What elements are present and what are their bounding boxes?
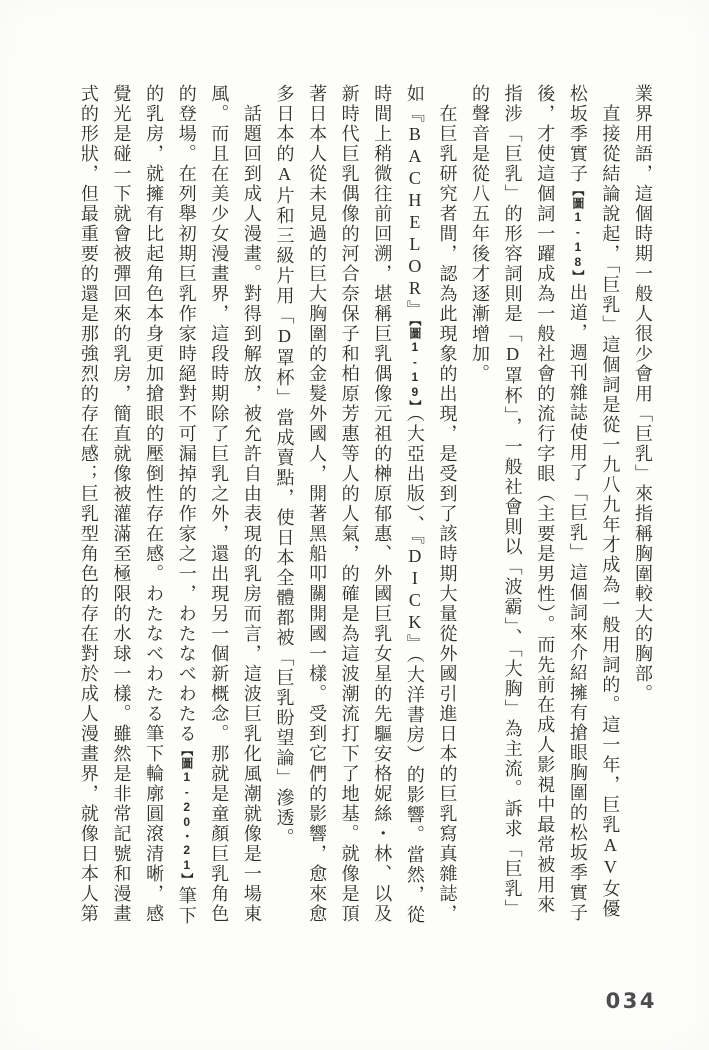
page-text-vertical bbox=[72, 84, 659, 932]
paragraph: 話題回到成人漫畫。對得到解放，被允許自由表現的乳房而言，這波巨乳化風潮就像是一場東風。而且在美少女漫畫界，這段時期除了巨乳之外，還出現另一個新概念。那就是童顏巨乳角色的登場。在列舉初期巨乳作家時絕對不可漏掉的作家之一，わたなべわたる【圖1-20・21】筆下的乳房，就擁有比起角色本身更加搶眼的壓倒性存在感。わたなべわたる筆下輪廓圓滾清晰，感覺光是碰一下就會被彈回來的乳房，簡直就像被灌滿至極限的水球一樣。雖然是非常記號和漫畫式的形狀，但最重要的還是那強烈的存在感；巨乳型角色的存在對於成人漫畫界，就像日本人第 bbox=[78, 84, 262, 926]
latin-text: BACHELOR bbox=[404, 124, 425, 300]
latin-text: D bbox=[502, 344, 523, 366]
latin-text: AV bbox=[600, 835, 621, 879]
figure-reference: 【圖1-18】 bbox=[570, 184, 585, 283]
figure-reference: 【圖1-20・21】 bbox=[179, 744, 194, 886]
paragraph: 直接從結論說起，「巨乳」這個詞是從一九八九年才成為一般用詞的。這一年，巨乳AV女優松坂季實子【圖1-18】出道，週刊雜誌使用了「巨乳」這個詞來介紹擁有搶眼胸圍的松坂季實子後，才使這個詞一躍成為一般社會的流行字眼（主要是男性）。而先前在成人影視中最常被用來指涉「巨乳」的形容詞則是「D罩杯」，一般社會則以「波霸」、「大胸」為主流。訴求「巨乳」的聲音是從八五年後才逐漸增加。 bbox=[470, 84, 621, 923]
latin-text: D bbox=[274, 326, 295, 348]
latin-text: 1-20 bbox=[179, 770, 194, 830]
figure-reference: 【圖1-19】 bbox=[407, 320, 422, 413]
latin-text: 21 bbox=[179, 843, 194, 873]
paragraph: 在巨乳研究者間，認為此現象的出現，是受到了該時期大量從外國引進日本的巨乳寫真雜誌，如『BACHELOR』【圖1-19】（大亞出版）、『DICK』（大洋書房）的影響。當然，從時間上稍微往前回溯，堪稱巨乳偶像元祖的榊原郁惠、外國巨乳女星的先驅安格妮絲・林、以及新時代巨乳偶像的河合奈保子和柏原芳惠等人的人氣，的確是為這波潮流打下了地基。就像是頂著日本人從未見過的巨大胸圍的金髮外國人，開著黑船叩關開國一樣。受到它們的影響，愈來愈多日本的A片和三級片用「D罩杯」當成賣點，使日本全體都被「巨乳盼望論」滲透。 bbox=[274, 84, 458, 925]
latin-text: 1-18 bbox=[570, 210, 585, 270]
latin-text: A bbox=[274, 164, 295, 186]
latin-text: 1-19 bbox=[407, 340, 422, 400]
paragraph: 業界用語，這個時期一般人很少會用「巨乳」來指稱胸圍較大的胸部。 bbox=[633, 84, 653, 704]
page-number: 034 bbox=[605, 989, 657, 1013]
latin-text: DICK bbox=[404, 546, 425, 634]
